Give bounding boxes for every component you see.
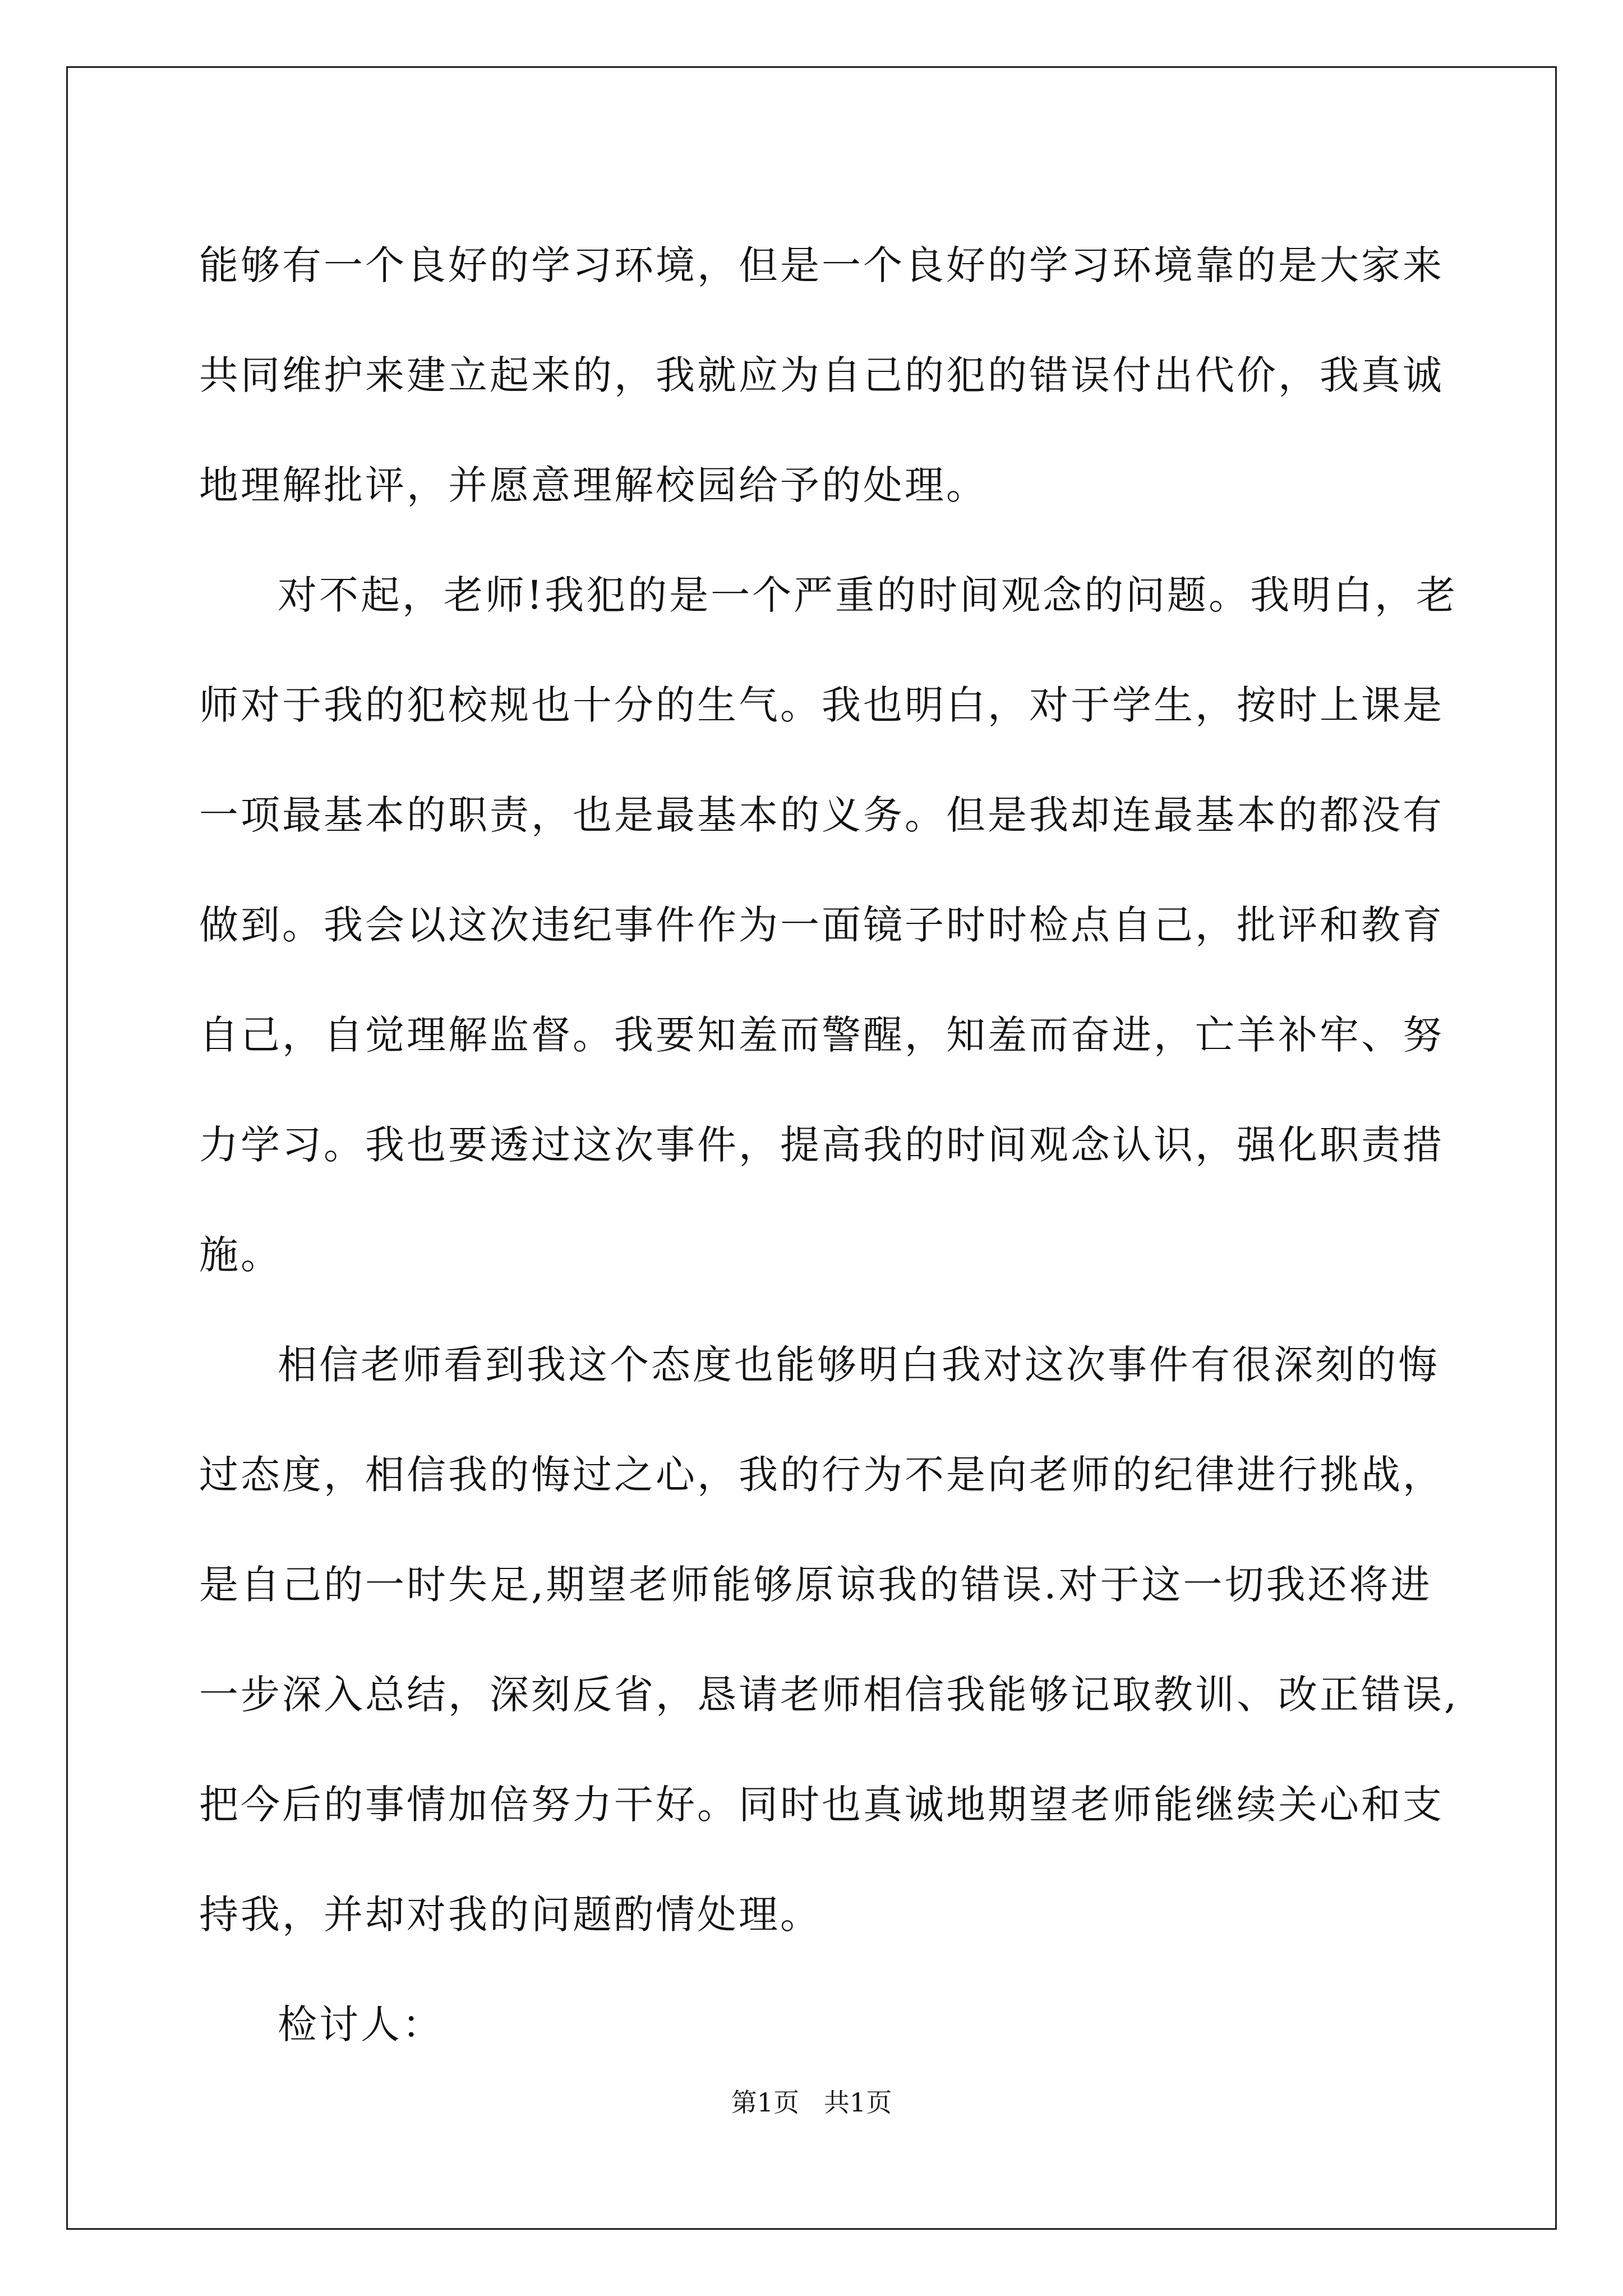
- text-line: 做到。我会以这次违纪事件作为一面镜子时时检点自己，批评和教育: [199, 902, 1444, 948]
- text-line: 是自己的一时失足,期望老师能够原谅我的错误.对于这一切我还将进: [199, 1562, 1432, 1608]
- text-line: 持我，并却对我的问题酌情处理。: [199, 1892, 822, 1938]
- text-line: 一步深入总结，深刻反省，恳请老师相信我能够记取教训、改正错误,: [199, 1672, 1459, 1718]
- text-line: 能够有一个良好的学习环境，但是一个良好的学习环境靠的是大家来: [199, 242, 1444, 288]
- text-line: 地理解批评，并愿意理解校园给予的处理。: [199, 462, 988, 508]
- text-line: 力学习。我也要透过这次事件，提高我的时间观念认识，强化职责措: [199, 1122, 1444, 1168]
- text-line: 把今后的事情加倍努力干好。同时也真诚地期望老师能继续关心和支: [199, 1782, 1444, 1828]
- paragraph-start-line: 相信老师看到我这个态度也能够明白我对这次事件有很深刻的悔: [278, 1342, 1440, 1388]
- signature-label: 检讨人：: [278, 2001, 444, 2047]
- text-line: 师对于我的犯校规也十分的生气。我也明白，对于学生，按时上课是: [199, 682, 1444, 728]
- document-body: [199, 210, 1459, 2079]
- text-line: 过态度，相信我的悔过之心，我的行为不是向老师的纪律进行挑战，: [199, 1452, 1444, 1498]
- text-line: 自己，自觉理解监督。我要知羞而警醒，知羞而奋进，亡羊补牢、努: [199, 1012, 1444, 1058]
- text-line: 一项最基本的职责，也是最基本的义务。但是我却连最基本的都没有: [199, 792, 1444, 838]
- text-line: 施。: [199, 1232, 282, 1278]
- text-line: 共同维护来建立起来的，我就应为自己的犯的错误付出代价，我真诚: [199, 352, 1444, 398]
- paragraph-start-line: 对不起，老师!我犯的是一个严重的时间观念的问题。我明白，老: [278, 572, 1458, 618]
- page-number-footer: 第1页 共1页: [731, 2087, 892, 2118]
